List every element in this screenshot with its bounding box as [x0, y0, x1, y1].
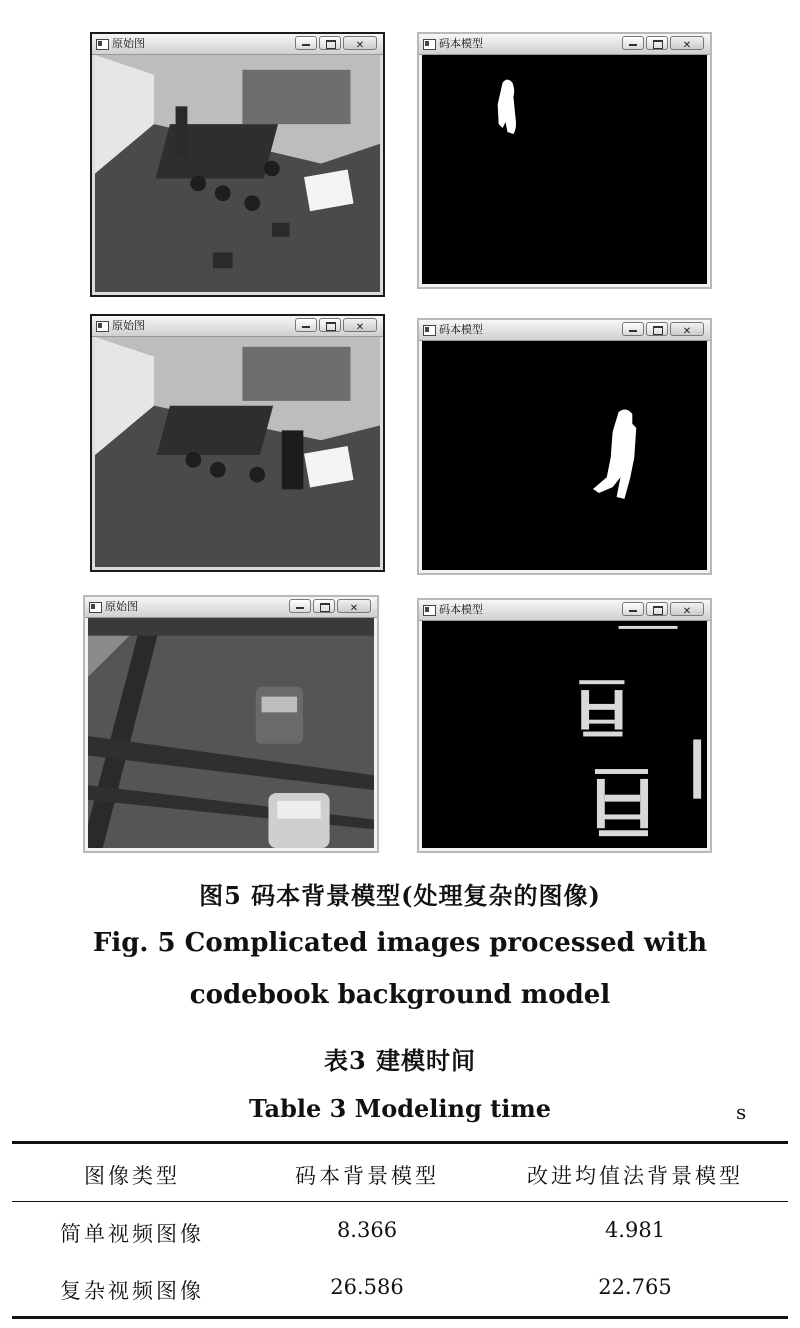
table-title-en: Table 3 Modeling time: [248, 1094, 551, 1123]
foreground-mask-1: [422, 55, 707, 284]
close-icon[interactable]: [343, 318, 377, 332]
minimize-icon[interactable]: [622, 602, 644, 616]
figure-caption-cn: 图5 码本背景模型(处理复杂的图像): [199, 881, 601, 910]
window-original-1: [90, 32, 385, 297]
table-header-rule: [12, 1201, 788, 1202]
title-bar: [85, 597, 377, 618]
title-bar: [419, 600, 710, 621]
close-icon[interactable]: [670, 36, 704, 50]
table-bottom-rule: [12, 1316, 788, 1319]
foreground-mask-3: [422, 621, 707, 848]
table-title-cn: 表3 建模时间: [323, 1046, 477, 1075]
table-row-label: 简单视频图像: [60, 1222, 204, 1246]
table-header-codebook: 码本背景模型: [295, 1164, 439, 1188]
table-header-improved-mean: 改进均值法背景模型: [527, 1164, 743, 1188]
window-codebook-1: [417, 32, 712, 289]
app-icon: [96, 39, 109, 50]
table-cell-value: 8.366: [336, 1218, 398, 1242]
surveillance-image-office-person: [95, 337, 380, 567]
window-title: 码本模型: [439, 37, 483, 50]
table-cell-value: 22.765: [598, 1275, 672, 1299]
table-cell-value: 4.981: [604, 1218, 666, 1242]
figure-caption-en-line2: codebook background model: [189, 980, 611, 1010]
close-icon[interactable]: [343, 36, 377, 50]
app-icon: [423, 325, 436, 336]
maximize-icon[interactable]: [319, 318, 341, 332]
figure-caption-en-line1: Fig. 5 Complicated images processed with: [92, 928, 708, 958]
title-bar: [92, 316, 383, 337]
maximize-icon[interactable]: [646, 322, 668, 336]
minimize-icon[interactable]: [622, 36, 644, 50]
minimize-icon[interactable]: [622, 322, 644, 336]
title-bar: [419, 34, 710, 55]
minimize-icon[interactable]: [295, 318, 317, 332]
table-cell-value: 26.586: [330, 1275, 404, 1299]
surveillance-image-road: [88, 618, 374, 848]
table-row-label: 复杂视频图像: [60, 1279, 204, 1303]
minimize-icon[interactable]: [295, 36, 317, 50]
window-codebook-2: [417, 318, 712, 575]
app-icon: [423, 39, 436, 50]
window-title: 原始图: [112, 37, 145, 50]
minimize-icon[interactable]: [289, 599, 311, 613]
table-top-rule: [12, 1141, 788, 1144]
close-icon[interactable]: [670, 602, 704, 616]
maximize-icon[interactable]: [646, 602, 668, 616]
close-icon[interactable]: [337, 599, 371, 613]
maximize-icon[interactable]: [646, 36, 668, 50]
window-original-3: [83, 595, 379, 853]
app-icon: [89, 602, 102, 613]
app-icon: [423, 605, 436, 616]
maximize-icon[interactable]: [319, 36, 341, 50]
title-bar: [419, 320, 710, 341]
window-title: 原始图: [112, 319, 145, 332]
maximize-icon[interactable]: [313, 599, 335, 613]
window-original-2: [90, 314, 385, 572]
table-header-image-type: 图像类型: [84, 1164, 180, 1188]
table-unit: s: [736, 1100, 747, 1124]
surveillance-image-office: [95, 55, 380, 292]
close-icon[interactable]: [670, 322, 704, 336]
window-codebook-3: [417, 598, 712, 853]
app-icon: [96, 321, 109, 332]
window-title: 码本模型: [439, 323, 483, 336]
foreground-mask-2: [422, 341, 707, 570]
title-bar: [92, 34, 383, 55]
window-title: 码本模型: [439, 603, 483, 616]
window-title: 原始图: [105, 600, 138, 613]
